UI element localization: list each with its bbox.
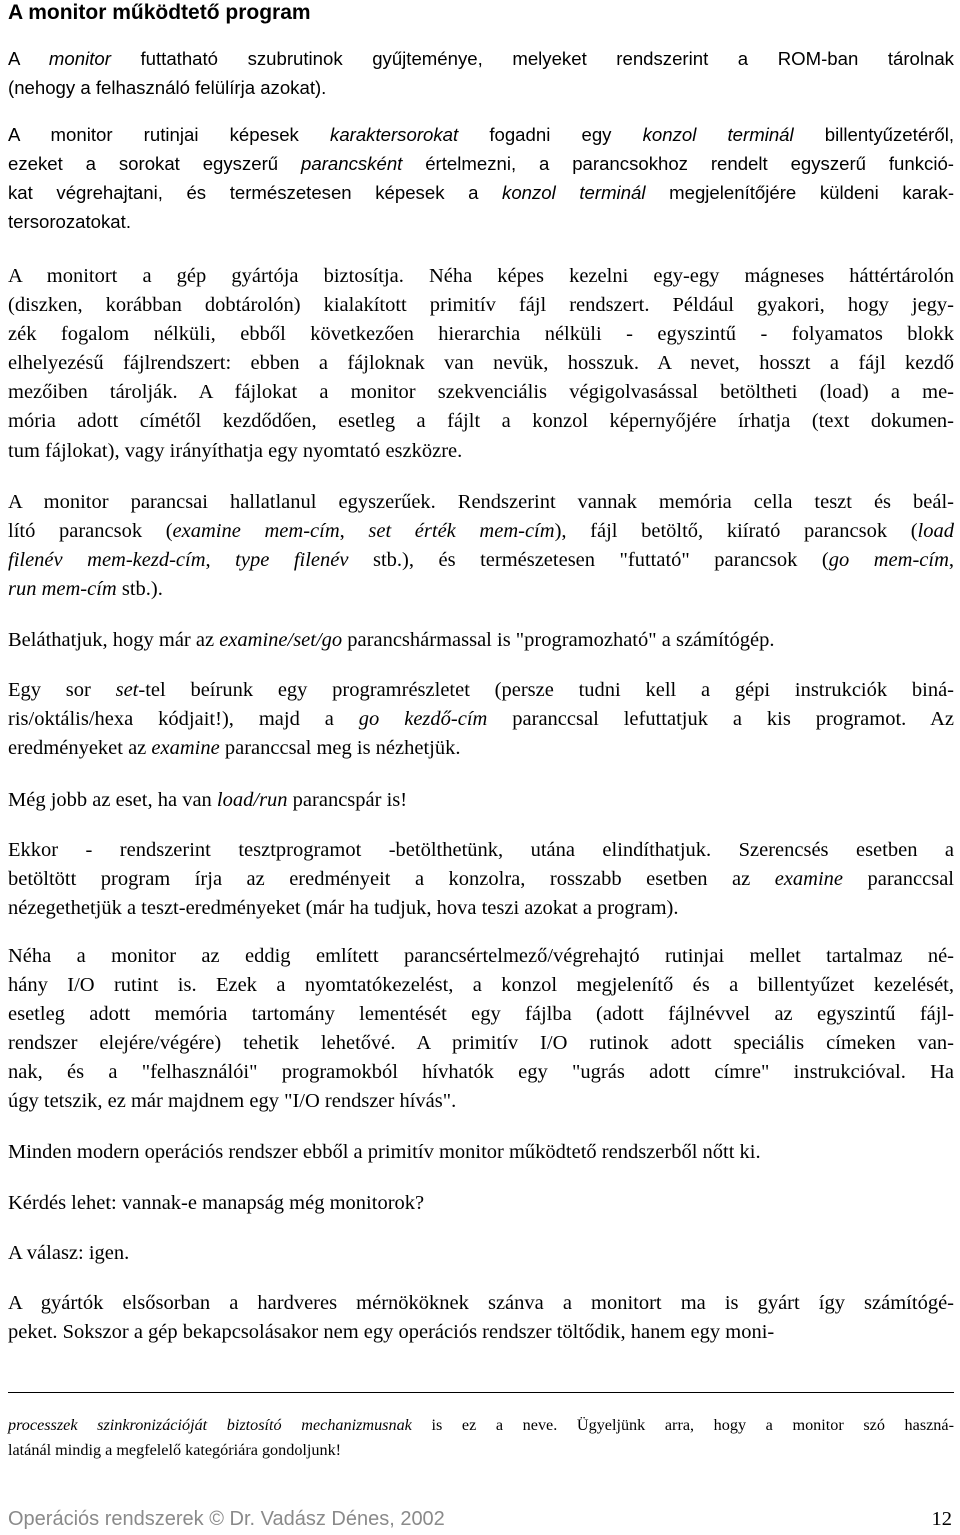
italic-term: filenév mem-kezd-cím [8, 549, 206, 572]
italic-term: examine mem-cím [172, 520, 340, 543]
text-line [8, 488, 954, 517]
text-line [8, 676, 954, 705]
text-segment: elhelyezésű fájlrendszert: ebben a fájloknak van nevük, hosszuk. A nevet, hosszt a fájl kezdő [8, 352, 954, 375]
text-segment: mezőiben tárolják. A fájlokat a monitor szekvenciális végigolvasással betöltheti (load) a me- [8, 381, 954, 404]
text-segment: A [8, 48, 49, 69]
text-line [8, 1239, 954, 1268]
text-line [8, 73, 954, 102]
italic-term: go mem-cím [828, 549, 949, 572]
text-line [8, 437, 954, 466]
text-line [8, 120, 954, 149]
text-segment: billentyűzetéről, [793, 124, 954, 145]
text-line [8, 1058, 954, 1087]
text-segment: Még jobb az eset, ha van [8, 789, 217, 811]
text-segment: Ekkor - rendszerint tesztprogramot -betölthetünk, utána elindíthatjuk. Szerencsés esetben a [8, 839, 954, 861]
text-line [8, 1087, 954, 1116]
text-line [8, 1138, 954, 1167]
text-line [8, 705, 954, 734]
text-segment: Minden modern operációs rendszer ebből a primitív monitor működtető rendszerből nőtt ki. [8, 1141, 761, 1163]
text-segment: kat végrehajtani, és természetesen képesek a [8, 182, 503, 204]
text-segment: esetleg adott memória tartomány lementését egy fájlba (adott fájlnévvel az egyszintű fájl- [8, 1003, 954, 1026]
text-line [8, 971, 954, 1000]
text-segment: A gyártók elsősorban a hardveres mérnököknek szánva a monitort ma is gyárt így számítógé- [8, 1292, 954, 1314]
paragraph-manufacturer [8, 262, 954, 466]
paragraph-load-run [8, 786, 954, 815]
text-line [8, 546, 954, 575]
text-line [8, 1289, 954, 1318]
text-segment: ezeket a sorokat egyszerű [8, 153, 302, 175]
text-line [8, 178, 954, 207]
paragraph-modern-os [8, 1138, 954, 1167]
text-segment: , [948, 549, 955, 572]
paragraph-question [8, 1189, 954, 1218]
text-segment: -tel beírunk egy programrészletet (persze tudni kell a gépi instrukciók biná- [138, 679, 954, 701]
text-segment: peket. Sokszor a gép bekapcsolásakor nem egy operációs rendszer töltődik, hanem egy moni- [8, 1321, 775, 1344]
paragraph-manufacturers-today [8, 1289, 954, 1347]
paragraph-monitor-definition [8, 44, 954, 102]
footnote-divider [8, 1392, 954, 1393]
italic-term: load/run [216, 789, 288, 811]
text-segment: Egy sor [8, 679, 116, 701]
paragraph-test-program [8, 836, 954, 923]
text-line [8, 44, 954, 73]
text-segment: (diszken, korábban dobtárolón) kialakított primitív fájl rendszert. Például gyakori, hogy jegy- [8, 294, 954, 317]
text-segment: A monitort a gép gyártója biztosítja. Néha képes kezelni egy-egy mágneses háttértárolón [8, 265, 954, 287]
text-segment: latánál mindig a megfelelő kategóriára gondoljunk! [8, 1440, 342, 1459]
text-segment: zék fogalom nélküli, ebből következően hierarchia nélküli - egyszintű - folyamatos blokk [8, 323, 954, 346]
italic-term: set [115, 679, 139, 701]
text-segment: parancspár is! [287, 789, 408, 811]
footnote [8, 1413, 954, 1462]
text-line [8, 378, 954, 407]
text-segment: mória adott címétől kezdődően, esetleg a fájlt a konzol képernyőjére írhatja (text dokumen- [8, 410, 954, 433]
italic-term: examine [774, 868, 844, 891]
text-segment: , [205, 549, 236, 572]
text-line [8, 786, 954, 815]
text-segment: stb.). [116, 578, 163, 601]
section-heading: A monitor működtető program [8, 1, 311, 24]
text-line [8, 1413, 954, 1438]
text-segment: úgy tetszik, ez már majdnem egy "I/O rendszer hívás". [8, 1090, 457, 1113]
text-segment: megjelenítőjére küldeni karak- [645, 182, 955, 204]
italic-term: konzol terminál [642, 124, 794, 145]
text-segment: fogadni egy [458, 124, 643, 145]
text-segment: nézegethetjük a teszt-eredményeket (már ha tudjuk, hova teszi azokat a program). [8, 897, 679, 920]
text-segment: A monitor parancsai hallatlanul egyszerűek. Rendszerint vannak memória cella teszt és beál- [8, 491, 954, 513]
text-line [8, 320, 954, 349]
page-number: 12 [931, 1508, 952, 1530]
text-line [8, 942, 954, 971]
italic-term: load [917, 520, 954, 543]
paragraph-programmable [8, 626, 954, 655]
text-segment: stb.), és természetesen "futtató" parancsok ( [348, 549, 829, 572]
paragraph-monitor-routines [8, 120, 954, 236]
italic-term: set érték mem-cím [368, 520, 555, 543]
text-line [8, 894, 954, 923]
text-segment: rendszer elejére/végére) tehetik lehetővé. A primitív I/O rutinok adott speciális címeken van- [8, 1032, 954, 1055]
text-line [8, 517, 954, 546]
text-segment: nak, és a "felhasználói" programokból hívhatók egy "ugrás adott címre" instrukcióval. Ha [8, 1061, 954, 1084]
text-segment: lító parancsok ( [8, 520, 173, 543]
text-segment: eredményeket az [8, 737, 152, 760]
text-segment: ris/oktális/hexa kódjait!), majd a [8, 708, 359, 731]
text-segment: Néha a monitor az eddig említett parancsértelmező/végrehajtó rutinjai mellet tartalmaz né- [8, 945, 954, 967]
italic-term: examine [151, 737, 220, 760]
text-line [8, 865, 954, 894]
paragraph-set-go [8, 676, 954, 763]
text-segment: Kérdés lehet: vannak-e manapság még monitorok? [8, 1192, 425, 1214]
italic-term: examine/set/go [219, 629, 343, 651]
paragraph-io-routines [8, 942, 954, 1117]
paragraph-commands [8, 488, 954, 604]
text-line [8, 349, 954, 378]
text-line [8, 407, 954, 436]
text-segment: parancshármassal is "programozható" a számítógép. [342, 629, 775, 651]
text-line [8, 626, 954, 655]
text-segment: futtatható szubrutinok gyűjteménye, melyeket rendszerint a ROM-ban tárolnak [110, 48, 954, 69]
text-segment: A válasz: igen. [8, 1242, 130, 1264]
text-segment: értelmezni, a parancsokhoz rendelt egyszerű funkció- [402, 153, 954, 175]
text-segment: tum fájlokat), vagy irányíthatja egy nyomtató eszközre. [8, 439, 463, 462]
text-segment: paranccsal lefuttatjuk a kis programot. Az [487, 708, 955, 731]
italic-term: parancsként [301, 153, 403, 175]
text-line [8, 262, 954, 291]
text-segment: betöltött program írja az eredményeit a konzolra, rosszabb esetben az [8, 868, 775, 891]
paragraph-answer [8, 1239, 954, 1268]
text-line [8, 836, 954, 865]
italic-term: processzek szinkronizációját biztosító mechanizmusnak [8, 1416, 412, 1434]
text-line [8, 291, 954, 320]
text-line [8, 734, 954, 763]
text-line [8, 1000, 954, 1029]
italic-term: run mem-cím [8, 578, 117, 601]
text-line [8, 1029, 954, 1058]
italic-term: go kezdő-cím [358, 708, 488, 731]
text-line [8, 149, 954, 178]
text-segment: A monitor rutinjai képesek [8, 124, 331, 145]
text-segment: (nehogy a felhasználó felülírja azokat). [8, 77, 327, 99]
italic-term: type filenév [235, 549, 349, 572]
text-segment: ), fájl betöltő, kiírató parancsok ( [554, 520, 918, 543]
text-line [8, 207, 954, 236]
text-segment: is ez a neve. Ügyeljünk arra, hogy a monitor szó haszná- [411, 1416, 954, 1434]
italic-term: monitor [48, 48, 111, 69]
text-line [8, 575, 954, 604]
text-segment: paranccsal meg is nézhetjük. [219, 737, 461, 760]
text-segment: hány I/O rutint is. Ezek a nyomtatókezelést, a konzol megjelenítő és a billentyűzet kezelését, [8, 974, 954, 997]
page-footer-title: Operációs rendszerek © Dr. Vadász Dénes, 2002 [8, 1508, 445, 1530]
text-segment: paranccsal [843, 868, 954, 891]
text-line [8, 1189, 954, 1218]
text-line [8, 1318, 954, 1347]
text-segment: , [339, 520, 369, 543]
text-line [8, 1438, 954, 1463]
text-segment: tersorozatokat. [8, 211, 131, 233]
text-segment: Beláthatjuk, hogy már az [8, 629, 220, 651]
italic-term: konzol terminál [502, 182, 646, 204]
italic-term: karaktersorokat [330, 124, 459, 145]
